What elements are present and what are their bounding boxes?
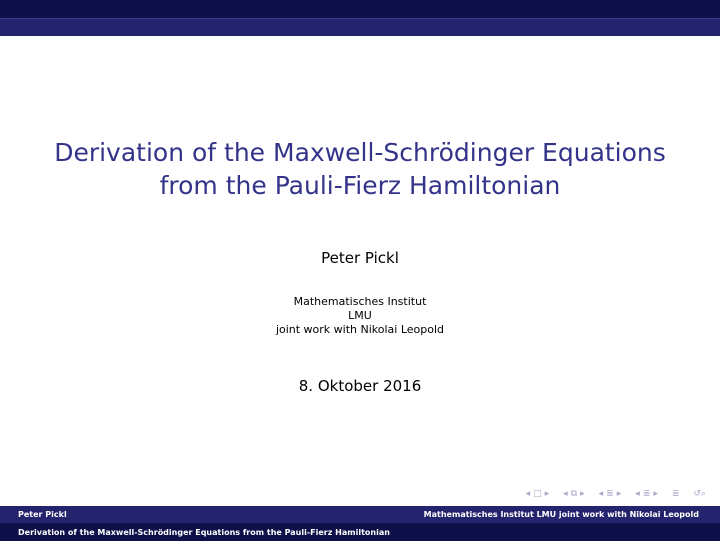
author-name: Peter Pickl — [321, 249, 399, 267]
nav-section-icon[interactable]: ≣ — [606, 489, 614, 499]
nav-prev-subsection-icon[interactable]: ◂ — [563, 489, 568, 499]
header-bar-top — [0, 0, 720, 18]
nav-subsection-icon[interactable]: ⧉ — [570, 489, 578, 499]
nav-align-icon[interactable]: ≣ — [671, 489, 680, 499]
beamer-navigation — [526, 489, 706, 499]
nav-prev-section-icon[interactable]: ◂ — [598, 489, 604, 499]
nav-frame-icon[interactable]: □ — [533, 489, 542, 499]
nav-next-frame-icon[interactable]: ▸ — [544, 489, 550, 499]
institute-name: Mathematisches Institut — [293, 295, 427, 308]
presentation-date: 8. Oktober 2016 — [298, 377, 422, 395]
footer-author: Peter Pickl — [18, 510, 67, 519]
nav-next-slide-icon[interactable]: ▸ — [653, 489, 658, 499]
nav-search-icon[interactable]: ↺⌕ — [693, 489, 706, 499]
nav-next-section-icon[interactable]: ▸ — [616, 489, 622, 499]
footer-institute: Mathematisches Institut LMU joint work with Nikolai Leopold — [423, 510, 699, 519]
nav-next-subsection-icon[interactable]: ▸ — [580, 489, 585, 499]
slide-title-line1: Derivation of the Maxwell-Schrödinger Equations — [54, 138, 666, 167]
institute-abbrev: LMU — [348, 309, 372, 322]
nav-slide-icon[interactable]: ≣ — [642, 489, 651, 499]
slide-title — [0, 136, 720, 202]
slide-title-line2: from the Pauli-Fierz Hamiltonian — [159, 171, 561, 200]
footer-info-bar — [0, 506, 720, 523]
nav-prev-frame-icon[interactable]: ◂ — [525, 489, 531, 499]
header-bar-bottom — [0, 18, 720, 36]
institute-block — [0, 295, 720, 337]
header-divider — [0, 18, 720, 19]
footer-title-bar — [0, 523, 720, 541]
footer-short-title: Derivation of the Maxwell-Schrödinger Equations from the Pauli-Fierz Hamiltonian — [18, 528, 390, 537]
collaboration-note: joint work with Nikolai Leopold — [275, 323, 445, 336]
nav-prev-slide-icon[interactable]: ◂ — [635, 489, 640, 499]
